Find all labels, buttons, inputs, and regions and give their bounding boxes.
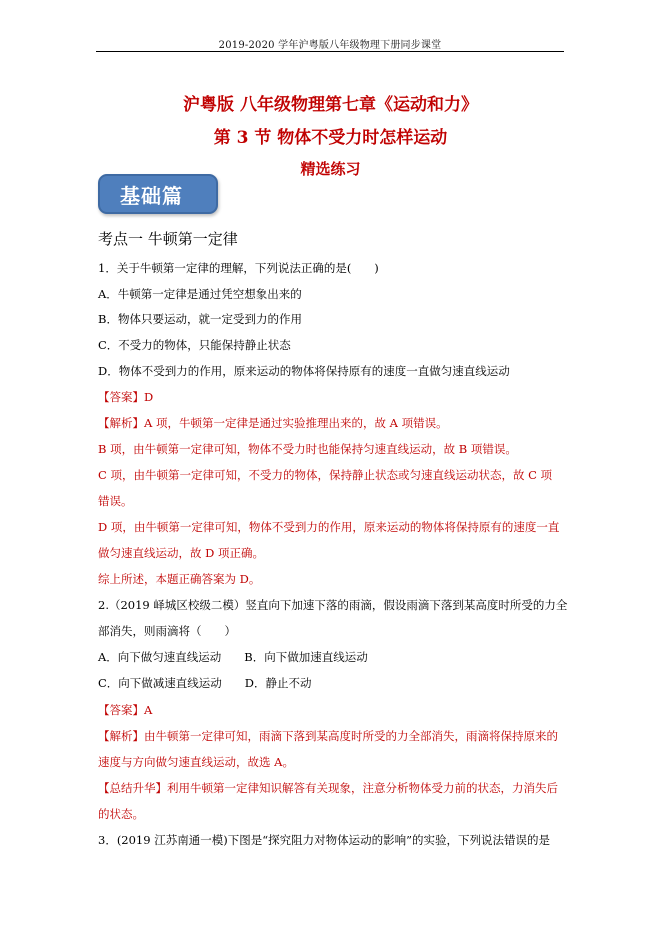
q2-stem-line2: 部消失，则雨滴将（ ） [98,624,236,638]
q1-option-a: A．牛顿第一定律是通过凭空想象出来的 [98,287,302,301]
level-badge: 基础篇 [98,174,218,214]
chapter-title: 沪粤版 八年级物理第七章《运动和力》 [183,95,478,115]
topic-heading: 考点一 牛顿第一定律 [98,230,238,248]
q2-summary-line1: 【总结升华】利用牛顿第一定律知识解答有关现象，注意分析物体受力前的状态，力消失后 [98,781,558,795]
q2-options-ab: A．向下做匀速直线运动 B．向下做加速直线运动 [98,650,368,664]
q2-explanation-line1: 【解析】由牛顿第一定律可知，雨滴下落到某高度时所受的力全部消失，雨滴将保持原来的 [98,729,558,743]
subtitle: 精选练习 [300,160,361,178]
q1-explanation-d-line2: 做匀速直线运动，故 D 项正确。 [98,546,265,560]
q1-explanation-c-line2: 错误。 [98,494,133,508]
q2-explanation-line2: 速度与方向做匀速直线运动，故选 A。 [98,755,294,769]
q1-conclusion: 综上所述，本题正确答案为 D。 [98,572,261,586]
section-title: 第 3 节 物体不受力时怎样运动 [213,128,448,148]
q3-stem: 3．(2019 江苏南通一模)下图是“探究阻力对物体运动的影响”的实验，下列说法错误的是 [98,833,550,847]
q1-explanation-a: 【解析】A 项，牛顿第一定律是通过实验推理出来的，故 A 项错误。 [98,416,448,430]
q2-options-cd: C．向下做减速直线运动 D．静止不动 [98,676,312,690]
q1-stem: 1．关于牛顿第一定律的理解，下列说法正确的是( ) [98,261,379,275]
q1-answer: 【答案】D [98,390,154,404]
q1-explanation-d-line1: D 项，由牛顿第一定律可知，物体不受到力的作用，原来运动的物体将保持原有的速度一直 [98,520,560,534]
page-header: 2019-2020 学年沪粤版八年级物理下册同步课堂 [218,40,442,51]
q1-explanation-c-line1: C 项，由牛顿第一定律可知，不受力的物体，保持静止状态或匀速直线运动状态，故 C 项 [98,468,553,482]
q1-option-c: C．不受力的物体，只能保持静止状态 [98,338,291,352]
q1-option-b: B．物体只要运动，就一定受到力的作用 [98,312,302,326]
q2-answer: 【答案】A [98,703,153,717]
q2-stem-line1: 2.（2019 峄城区校级二模）竖直向下加速下落的雨滴，假设雨滴下落到某高度时所受的力全 [98,598,568,612]
header-divider [96,51,564,52]
q2-summary-line2: 的状态。 [98,807,144,821]
q1-option-d: D．物体不受到力的作用，原来运动的物体将保持原有的速度一直做匀速直线运动 [98,364,510,378]
q1-explanation-b: B 项，由牛顿第一定律可知，物体不受力时也能保持匀速直线运动，故 B 项错误。 [98,442,517,456]
